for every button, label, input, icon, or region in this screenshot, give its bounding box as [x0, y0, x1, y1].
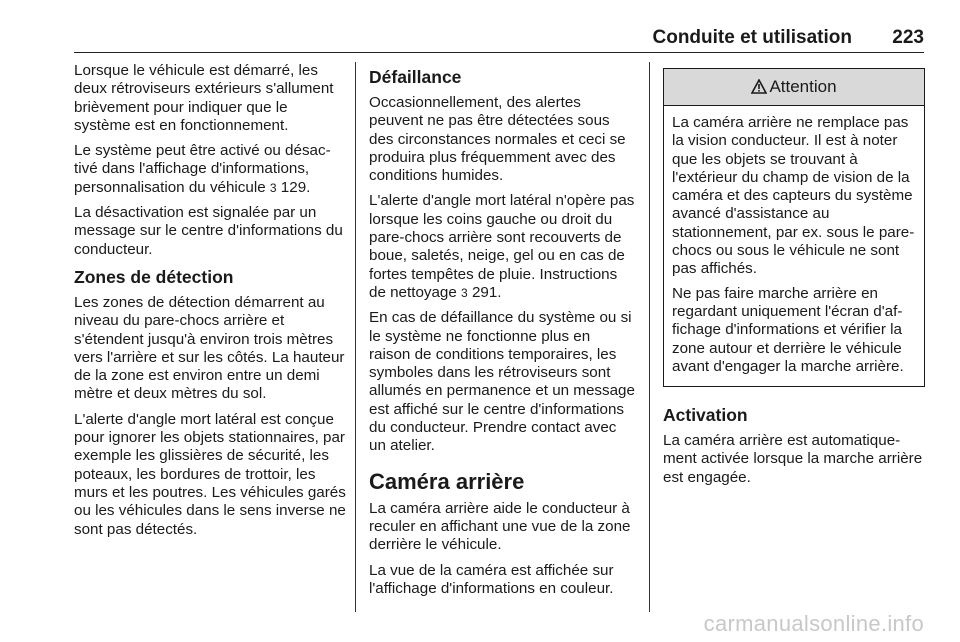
column-3 [663, 68, 925, 494]
column-2 [369, 62, 635, 605]
paragraph: Lorsque le véhicule est démarré, les deux rétroviseurs extérieurs s'allument brièvement pour indiquer que le système est en fonctionnement. [74, 62, 334, 134]
section-title: Conduite et utilisation [652, 27, 852, 48]
heading-zones-detection: Zones de détection [74, 266, 234, 287]
paragraph: Le système peut être activé ou désactivé dans l'affichage d'informations, personnalisation du véhicule 3 129. [74, 142, 331, 196]
page-number: 223 [892, 27, 924, 48]
page-header [0, 0, 960, 52]
column-divider-1 [355, 62, 356, 612]
page-reference[interactable]: 129. [276, 178, 311, 196]
warning-triangle-icon [751, 71, 767, 107]
attention-header [664, 69, 924, 106]
paragraph: La désactivation est signalée par un message sur le centre d'informations du conducteur. [74, 204, 343, 258]
heading-camera-arriere: Caméra arrière [369, 468, 525, 494]
paragraph: La caméra arrière ne remplace pas la vision conducteur. Il est à noter que les objets se trouvant à l'extérieur du champ de vision de la caméra et des capteurs du système avancé d'assistance au stationnement, par ex. sous le pare-chocs ou sous le véhicule ne sont pas affichés. [672, 114, 915, 278]
page-reference[interactable]: 291. [467, 283, 502, 301]
paragraph: La caméra arrière aide le conducteur à reculer en affichant une vue de la zone derrière le véhicule. [369, 499, 631, 554]
page-reference-icon: 3 [269, 180, 277, 195]
paragraph: Occasionnellement, des alertes peuvent ne pas être détectées sous des circonstances normales et ceci se produira plus fréquemment avec des conditions humides. [369, 94, 626, 185]
attention-title: Attention [769, 77, 837, 96]
header-divider [74, 52, 924, 53]
paragraph: La vue de la caméra est affichée sur l'affichage d'informations en couleur. [369, 561, 614, 597]
paragraph: Les zones de détection démarrent au niveau du pare-chocs arrière et s'étendent jusqu'à environ trois mètres vers l'arrière et sur les côtés. La hauteur de la zone est environ entre un demi mètre et deux mètres du sol. [74, 293, 345, 403]
paragraph: Ne pas faire marche arrière en regardant uniquement l'écran d'affichage d'informations et vérifier la zone autour et derrière le véhicule avant d'engager la marche arrière. [672, 284, 904, 375]
paragraph: La caméra arrière est automatiquement activée lorsque la marche arrière est engagée. [663, 432, 923, 486]
column-divider-2 [649, 62, 650, 612]
paragraph: L'alerte d'angle mort latéral n'opère pas lorsque les coins gauche ou droit du pare-chocs arrière sont recouverts de boue, saletés, neige, gel ou en cas de fortes tempêtes de pluie. Instructions de nettoyage 3 291. [369, 192, 635, 301]
attention-box [663, 68, 925, 387]
paragraph: En cas de défaillance du système ou si le système ne fonctionne plus en raison de conditions temporaires, les symboles dans les rétroviseurs sont allumés en permanence et un message est affiché sur le centre d'informations du conducteur. Prendre contact avec un atelier. [369, 309, 635, 455]
column-1 [74, 62, 346, 546]
watermark: carmanualsonline.info [703, 611, 924, 636]
paragraph: L'alerte d'angle mort latéral est conçue pour ignorer les objets stationnaires, par exemple les glissières de sécurité, les poteaux, les bordures de trottoir, les murs et les poutres. Les véhicules garés ou les véhicules dans le sens inverse ne sont pas détectés. [74, 410, 346, 538]
page-reference-icon: 3 [461, 285, 468, 300]
heading-defaillance: Défaillance [369, 67, 462, 87]
attention-body [664, 106, 924, 386]
heading-activation: Activation [663, 405, 748, 426]
